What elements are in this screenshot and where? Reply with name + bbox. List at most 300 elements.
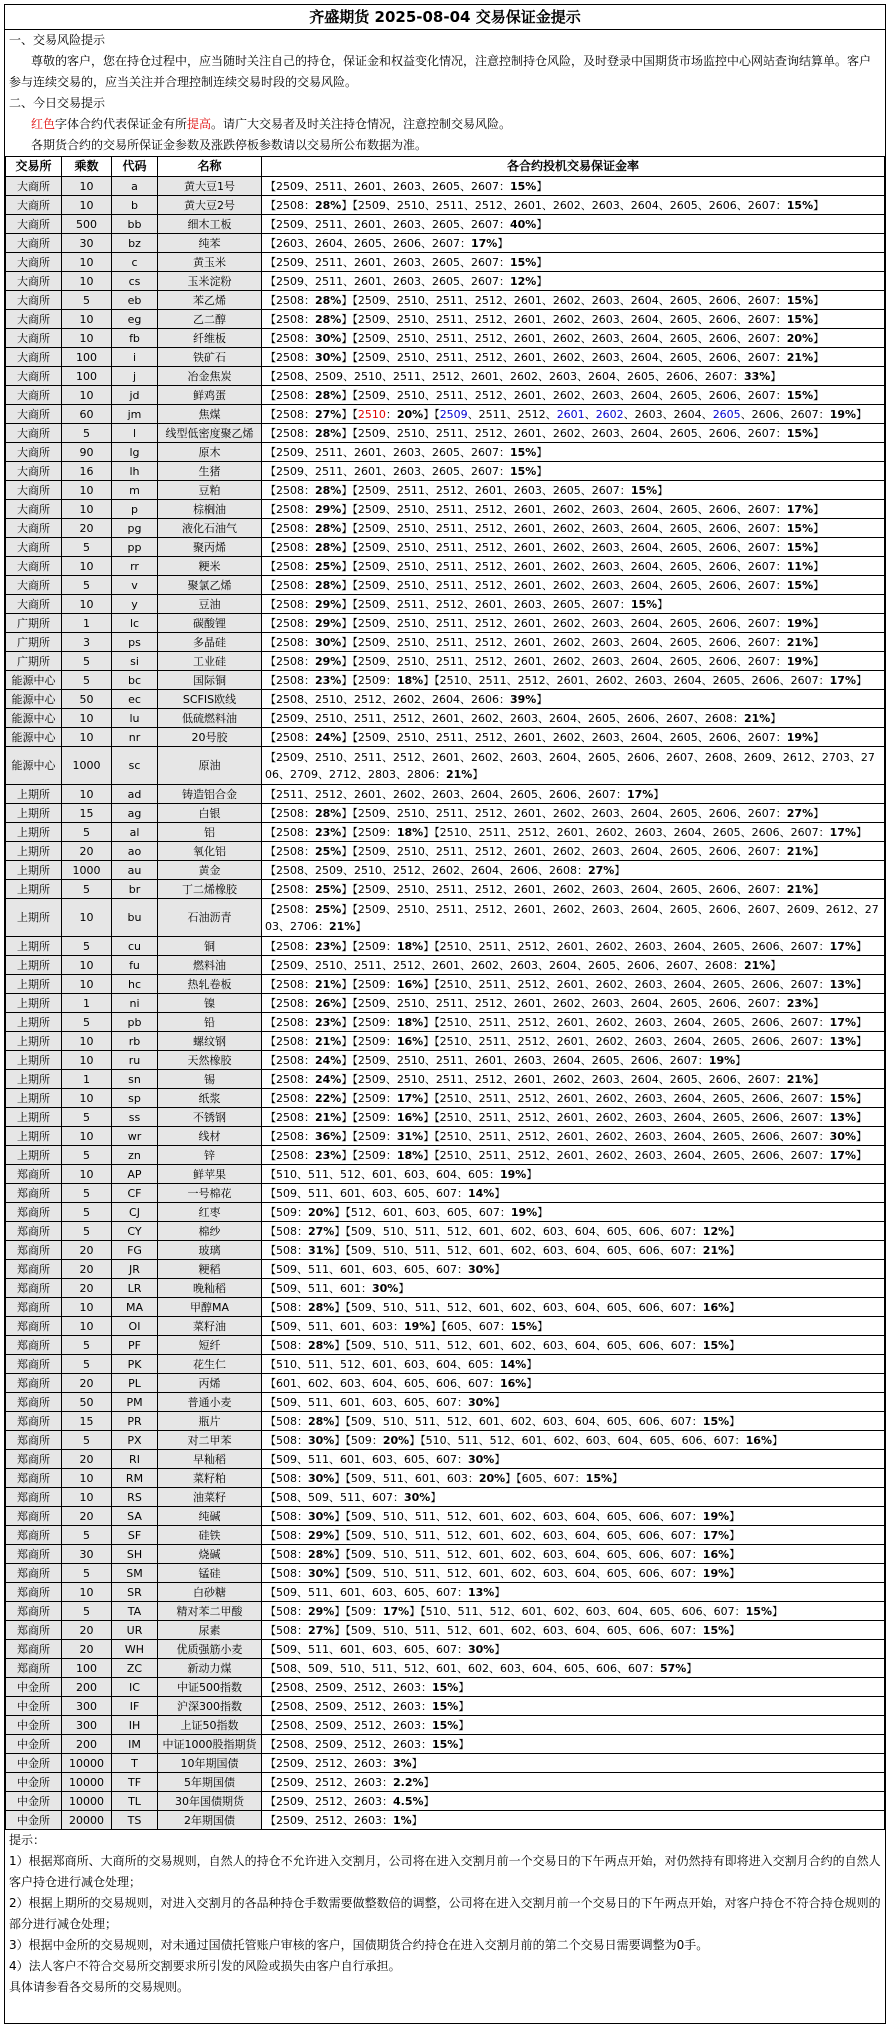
margin-rate-cell (262, 1507, 885, 1526)
contract-list: 【2509、2511、2601、2603、2605、2607： (265, 445, 510, 459)
name-cell: 原木 (158, 443, 262, 462)
name-cell: 普通小麦 (158, 1393, 262, 1412)
contract-list: 【2508： (265, 1034, 315, 1048)
margin-rate-cell (262, 481, 885, 500)
contract-list: 【2509、2511、2601、2603、2605、2607： (265, 255, 510, 269)
contract-list: 【2509、2510、2511、2512、2601、2602、2603、2604、2605、2606、2607： (352, 882, 787, 896)
margin-rate-cell (262, 1241, 885, 1260)
multiplier-cell: 300 (62, 1716, 112, 1735)
rate-value: 13% (829, 1110, 856, 1124)
code-cell: SF (112, 1526, 158, 1545)
code-cell: sp (112, 1089, 158, 1108)
multiplier-cell: 20 (62, 1374, 112, 1393)
contract-list: 【2508： (265, 844, 315, 858)
contract-list: 【2509： (352, 1015, 397, 1029)
bracket-open: 【 (352, 407, 358, 421)
multiplier-cell: 1000 (62, 747, 112, 785)
bracket-close: 】 (855, 1015, 867, 1029)
rate-value: 15% (702, 1414, 730, 1428)
contract-list: 【2509： (352, 1034, 397, 1048)
code-cell: bu (112, 899, 158, 937)
rate-value: 4.5% (392, 1794, 424, 1808)
contract-list: 【2509、2510、2511、2512、2601、2602、2603、2604、2605、2606、2607： (352, 521, 787, 535)
name-cell: 铝 (158, 823, 262, 842)
rate-value: 29% (308, 1528, 335, 1542)
bracket-close: 】 (729, 1623, 741, 1637)
rate-value: 21% (786, 635, 814, 649)
name-cell: 一号棉花 (158, 1184, 262, 1203)
margin-rate-cell (262, 1811, 885, 1830)
name-cell: 锰硅 (158, 1564, 262, 1583)
bracket-close: 】 (334, 1509, 346, 1523)
contract-list: 、2606、2607： (740, 407, 830, 421)
bracket-close: 】 (813, 426, 825, 440)
exchange-cell: 大商所 (6, 538, 62, 557)
bracket-close: 】 (526, 1167, 538, 1181)
bracket-close: 】 (423, 1148, 435, 1162)
multiplier-cell: 20 (62, 1621, 112, 1640)
code-cell: ss (112, 1108, 158, 1127)
multiplier-cell: 20 (62, 519, 112, 538)
contract-list: 【2509、2510、2511、2512、2601、2602、2603、2604、2605、2606、2607、2608： (265, 958, 744, 972)
contract-list: 【510、511、512、601、602、603、604、605、606、607： (420, 1604, 746, 1618)
bracket-close: 】 (526, 1357, 538, 1371)
rate-value: 19% (510, 1205, 538, 1219)
bracket-close: 】 (341, 1034, 353, 1048)
code-cell: l (112, 424, 158, 443)
contract-list: 【2508： (265, 502, 315, 516)
margin-rate-cell (262, 1013, 885, 1032)
bracket-close: 】 (855, 939, 867, 953)
exchange-cell: 中金所 (6, 1773, 62, 1792)
contract-list: 【2508： (265, 293, 315, 307)
rate-value: 18% (396, 673, 424, 687)
table-row (6, 1146, 885, 1165)
margin-rate-cell (262, 1355, 885, 1374)
table-row (6, 595, 885, 614)
exchange-cell: 上期所 (6, 956, 62, 975)
table-row (6, 234, 885, 253)
table-row (6, 1241, 885, 1260)
contract-list: 【2508、2509、2512、2603： (265, 1718, 432, 1732)
contract-list: 【2508： (265, 578, 315, 592)
multiplier-cell: 100 (62, 348, 112, 367)
exchange-cell: 上期所 (6, 1146, 62, 1165)
code-cell: jd (112, 386, 158, 405)
contract-list: 2509 (439, 407, 468, 421)
contract-list: 【2510、2511、2512、2601、2602、2603、2604、2605、2606、2607： (434, 977, 830, 991)
table-row (6, 956, 885, 975)
name-cell: 鲜鸡蛋 (158, 386, 262, 405)
multiplier-cell: 5 (62, 424, 112, 443)
rate-value: 57% (659, 1661, 687, 1675)
contract-list: 【605、607： (441, 1319, 511, 1333)
code-cell: RS (112, 1488, 158, 1507)
bracket-close: 】 (423, 1775, 435, 1789)
contract-list: 【509、510、511、512、601、602、603、604、605、606、607： (345, 1547, 703, 1561)
bracket-close: 】 (497, 236, 509, 250)
code-cell: v (112, 576, 158, 595)
code-cell: RM (112, 1469, 158, 1488)
table-body (6, 177, 885, 1830)
rate-value: 30% (315, 350, 342, 364)
margin-rate-cell (262, 1203, 885, 1222)
contract-list: 【2510、2511、2512、2601、2602、2603、2604、2605、2606、2607： (434, 1034, 830, 1048)
name-cell: 纤维板 (158, 329, 262, 348)
margin-rate-cell (262, 443, 885, 462)
exchange-cell: 大商所 (6, 215, 62, 234)
contract-list: 【508： (265, 1433, 308, 1447)
multiplier-cell: 5 (62, 1355, 112, 1374)
rate-value: 28% (315, 521, 342, 535)
contract-list: 【509、511、601、603、605、607： (265, 1452, 468, 1466)
contract-list: 2602 (595, 407, 624, 421)
contract-list: 【2508： (265, 1148, 315, 1162)
exchange-cell: 大商所 (6, 481, 62, 500)
contract-list: 【2509、2510、2511、2512、2601、2602、2603、2604、2605、2606、2607： (352, 331, 787, 345)
table-row (6, 1488, 885, 1507)
table-row (6, 1450, 885, 1469)
rate-value: 28% (315, 198, 342, 212)
bracket-close: 】 (472, 767, 484, 781)
name-cell: 丁二烯橡胶 (158, 880, 262, 899)
exchange-param-hint: 各期货合约的交易所保证金参数及涨跌停板参数请以交易所公布数据为准。 (31, 138, 428, 152)
code-cell: j (112, 367, 158, 386)
code-cell: MA (112, 1298, 158, 1317)
multiplier-cell: 10 (62, 310, 112, 329)
contract-list: 】 (423, 407, 435, 421)
contract-list: 【2509、2510、2511、2512、2601、2602、2603、2604、2605、2606、2607： (352, 426, 787, 440)
rate-value: 21% (445, 767, 473, 781)
exchange-cell: 郑商所 (6, 1393, 62, 1412)
exchange-cell: 郑商所 (6, 1279, 62, 1298)
exchange-cell: 郑商所 (6, 1222, 62, 1241)
header-code: 代码 (112, 157, 158, 177)
bracket-open: 【 (434, 407, 440, 421)
exchange-cell: 大商所 (6, 367, 62, 386)
rate-value: 25% (315, 882, 342, 896)
margin-rate-cell (262, 1602, 885, 1621)
contract-list: 【2509： (352, 977, 397, 991)
multiplier-cell: 10000 (62, 1754, 112, 1773)
exchange-cell: 郑商所 (6, 1507, 62, 1526)
contract-list: 【2508、2510、2512、2602、2604、2606： (265, 692, 510, 706)
name-cell: 热轧卷板 (158, 975, 262, 994)
contract-list: 2601 (556, 407, 585, 421)
contract-list: 【2510、2511、2512、2601、2602、2603、2604、2605、2606、2607： (434, 1129, 830, 1143)
table-row (6, 1374, 885, 1393)
code-cell: WH (112, 1640, 158, 1659)
name-cell: 工业硅 (158, 652, 262, 671)
table-row (6, 481, 885, 500)
table-row (6, 652, 885, 671)
section1-body: 尊敬的客户，您在持仓过程中，应当随时关注自己的持仓，保证金和权益变化情况，注意控制持仓风险，及时登录中国期货市场监控中心网站查询结算单。客户参与连续交易的，应当关注并合理控制连续交易时段的交易风险。 (9, 54, 872, 89)
margin-rate-cell (262, 1431, 885, 1450)
bracket-close: 】 (813, 521, 825, 535)
contract-list: 【508： (265, 1414, 308, 1428)
margin-rate-cell (262, 1108, 885, 1127)
exchange-cell: 郑商所 (6, 1602, 62, 1621)
rate-value: 19% (702, 1566, 730, 1580)
contract-list: 【2508、2509、2510、2511、2512、2601、2602、2603、2604、2605、2606、2607： (265, 369, 744, 383)
bracket-close: 】 (813, 882, 825, 896)
bracket-close: 】 (494, 1186, 506, 1200)
bracket-close: 】 (334, 1471, 346, 1485)
rate-value: 17% (829, 1015, 856, 1029)
name-cell: 对二甲苯 (158, 1431, 262, 1450)
contract-list: 【509、510、511、512、601、602、603、604、605、606、607： (345, 1623, 703, 1637)
code-cell: zn (112, 1146, 158, 1165)
table-row (6, 975, 885, 994)
rate-value: 28% (308, 1300, 335, 1314)
table-row (6, 177, 885, 196)
name-cell: 黄大豆1号 (158, 177, 262, 196)
code-cell: PL (112, 1374, 158, 1393)
code-cell: SH (112, 1545, 158, 1564)
rate-value: 24% (315, 1072, 342, 1086)
margin-rate-cell (262, 272, 885, 291)
bracket-close: 】 (813, 730, 825, 744)
bracket-close: 】 (494, 1585, 506, 1599)
margin-rate-cell (262, 500, 885, 519)
contract-list: 【508： (265, 1604, 308, 1618)
intro-section (5, 30, 885, 156)
multiplier-cell: 15 (62, 1412, 112, 1431)
exchange-cell: 中金所 (6, 1792, 62, 1811)
rate-value: 15% (786, 540, 814, 554)
code-cell: ad (112, 785, 158, 804)
rate-value: 27% (587, 863, 615, 877)
contract-list: 【2509： (352, 1129, 397, 1143)
margin-notice-document (4, 4, 886, 2024)
bracket-close: 】 (855, 1034, 867, 1048)
multiplier-cell: 50 (62, 690, 112, 709)
bracket-close: 】 (411, 1813, 423, 1827)
bracket-close: 】 (813, 540, 825, 554)
bracket-close: 】 (813, 502, 825, 516)
table-row (6, 804, 885, 823)
rate-value: 28% (315, 483, 342, 497)
margin-rate-cell (262, 1697, 885, 1716)
rate-value: 27% (786, 806, 814, 820)
code-cell: PK (112, 1355, 158, 1374)
rate-value: 17% (786, 502, 814, 516)
rate-value: 31% (396, 1129, 424, 1143)
name-cell: 豆油 (158, 595, 262, 614)
multiplier-cell: 10 (62, 196, 112, 215)
multiplier-cell: 30 (62, 234, 112, 253)
name-cell: 螺纹钢 (158, 1032, 262, 1051)
contract-list: 【2508： (265, 597, 315, 611)
bracket-close: 】 (398, 1281, 410, 1295)
exchange-cell: 广期所 (6, 614, 62, 633)
name-cell: 聚丙烯 (158, 538, 262, 557)
name-cell: 燃料油 (158, 956, 262, 975)
exchange-cell: 郑商所 (6, 1545, 62, 1564)
table-row (6, 937, 885, 956)
multiplier-cell: 60 (62, 405, 112, 424)
exchange-cell: 大商所 (6, 386, 62, 405)
bracket-close: 】 (341, 996, 353, 1010)
rate-value: 19% (786, 654, 814, 668)
name-cell: 低硫燃料油 (158, 709, 262, 728)
table-row (6, 1792, 885, 1811)
bracket-close: 】 (458, 1699, 470, 1713)
code-cell: lh (112, 462, 158, 481)
rate-value: 15% (585, 1471, 613, 1485)
multiplier-cell: 10 (62, 899, 112, 937)
contract-list: 【2508： (265, 540, 315, 554)
rate-value: 29% (315, 616, 342, 630)
bracket-close: 】 (770, 958, 782, 972)
contract-list: 【2508： (265, 806, 315, 820)
code-cell: br (112, 880, 158, 899)
hint-tail: 。请广大交易者及时关注持仓情况，注意控制交易风险。 (211, 117, 512, 131)
code-cell: lc (112, 614, 158, 633)
rate-value: 23% (315, 673, 342, 687)
header-margin-rate: 各合约投机交易保证金率 (262, 157, 885, 177)
contract-list: 【2508： (265, 977, 315, 991)
contract-list: 【2510、2511、2512、2601、2602、2603、2604、2605、2606、2607： (434, 1148, 830, 1162)
table-row (6, 842, 885, 861)
exchange-cell: 郑商所 (6, 1355, 62, 1374)
name-cell: 锡 (158, 1070, 262, 1089)
code-cell: ec (112, 690, 158, 709)
code-cell: OI (112, 1317, 158, 1336)
code-cell: jm (112, 405, 158, 424)
bracket-close: 】 (341, 1091, 353, 1105)
name-cell: 5年期国债 (158, 1773, 262, 1792)
margin-rate-cell (262, 234, 885, 253)
contract-list: 【509、510、511、512、601、602、603、604、605、606、607： (345, 1338, 703, 1352)
contract-list: 【2509、2510、2511、2512、2601、2602、2603、2604、2605、2606、2607： (352, 198, 787, 212)
bracket-close: 】 (813, 996, 825, 1010)
margin-rate-cell (262, 595, 885, 614)
bracket-close: 】 (813, 806, 825, 820)
multiplier-cell: 10 (62, 785, 112, 804)
exchange-cell: 郑商所 (6, 1469, 62, 1488)
name-cell: 碳酸锂 (158, 614, 262, 633)
bracket-close: 】 (729, 1300, 741, 1314)
rate-value: 15% (509, 464, 537, 478)
section1-heading: 一、交易风险提示 (9, 33, 106, 47)
exchange-cell: 大商所 (6, 272, 62, 291)
exchange-cell: 郑商所 (6, 1317, 62, 1336)
contract-list: 【508： (265, 1623, 308, 1637)
rate-value: 21% (315, 1110, 342, 1124)
multiplier-cell: 1000 (62, 861, 112, 880)
code-cell: FG (112, 1241, 158, 1260)
margin-rate-cell (262, 728, 885, 747)
contract-list: 【2509、2510、2511、2512、2601、2602、2603、2604、2605、2606、2607、2609、2612、2703、2706： (265, 902, 879, 933)
code-cell: sn (112, 1070, 158, 1089)
margin-rate-cell (262, 1640, 885, 1659)
margin-rate-cell (262, 386, 885, 405)
contract-list: 【509、510、511、512、601、602、603、604、605、606、607： (345, 1414, 703, 1428)
notes-section (5, 1830, 885, 1998)
contract-list: 【2509： (352, 1091, 397, 1105)
contract-list: 【2509： (352, 939, 397, 953)
table-row (6, 1127, 885, 1146)
margin-rate-cell (262, 1773, 885, 1792)
rate-value: 21% (786, 844, 814, 858)
rate-value: 23% (315, 939, 342, 953)
bracket-close: 】 (536, 445, 548, 459)
margin-rate-cell (262, 1184, 885, 1203)
table-header-row (6, 157, 885, 177)
code-cell: p (112, 500, 158, 519)
code-cell: pg (112, 519, 158, 538)
rate-value: 18% (396, 939, 424, 953)
bracket-close: 】 (657, 483, 669, 497)
table-row (6, 1545, 885, 1564)
contract-list: 【2509、2510、2511、2512、2601、2602、2603、2604、2605、2606、2607： (352, 502, 787, 516)
name-cell: 菜籽粕 (158, 1469, 262, 1488)
margin-rate-cell (262, 1450, 885, 1469)
bracket-close: 】 (334, 1604, 346, 1618)
contract-list: 【2509、2512、2603： (265, 1813, 393, 1827)
exchange-cell: 能源中心 (6, 747, 62, 785)
contract-list: 【2509、2510、2511、2512、2601、2602、2603、2604、2605、2606、2607： (352, 844, 787, 858)
rate-value: 31% (308, 1243, 335, 1257)
margin-rate-cell (262, 253, 885, 272)
bracket-close: 】 (341, 350, 353, 364)
margin-rate-cell (262, 975, 885, 994)
rate-value: 15% (510, 1319, 538, 1333)
contract-list: 【2603、2604、2605、2606、2607： (265, 236, 471, 250)
table-row (6, 462, 885, 481)
code-cell: nr (112, 728, 158, 747)
code-cell: a (112, 177, 158, 196)
table-row (6, 1013, 885, 1032)
table-row (6, 1526, 885, 1545)
exchange-cell: 上期所 (6, 1032, 62, 1051)
margin-rate-cell (262, 994, 885, 1013)
margin-rate-cell (262, 1032, 885, 1051)
table-row (6, 348, 885, 367)
code-cell: ZC (112, 1659, 158, 1678)
name-cell: 国际铜 (158, 671, 262, 690)
rate-value: 33% (743, 369, 771, 383)
exchange-cell: 上期所 (6, 1127, 62, 1146)
rate-value: 13% (829, 1034, 856, 1048)
bracket-close: 】 (770, 369, 782, 383)
rate-value: 18% (396, 825, 424, 839)
rate-value: 23% (315, 825, 342, 839)
margin-rate-cell (262, 956, 885, 975)
table-row (6, 1621, 885, 1640)
name-cell: 10年期国债 (158, 1754, 262, 1773)
exchange-cell: 上期所 (6, 880, 62, 899)
code-cell: ag (112, 804, 158, 823)
exchange-cell: 大商所 (6, 329, 62, 348)
rate-value: 29% (308, 1604, 335, 1618)
margin-rate-cell (262, 329, 885, 348)
table-row (6, 367, 885, 386)
multiplier-cell: 5 (62, 1013, 112, 1032)
exchange-cell: 大商所 (6, 310, 62, 329)
rate-value: 16% (745, 1433, 772, 1447)
table-row (6, 253, 885, 272)
margin-rate-cell (262, 690, 885, 709)
bracket-close: 】 (536, 255, 548, 269)
contract-list: 【2508： (265, 939, 315, 953)
rate-value: 28% (308, 1547, 335, 1561)
margin-rate-cell (262, 899, 885, 937)
bracket-close: 】 (855, 977, 867, 991)
name-cell: 铁矿石 (158, 348, 262, 367)
name-cell: 花生仁 (158, 1355, 262, 1374)
